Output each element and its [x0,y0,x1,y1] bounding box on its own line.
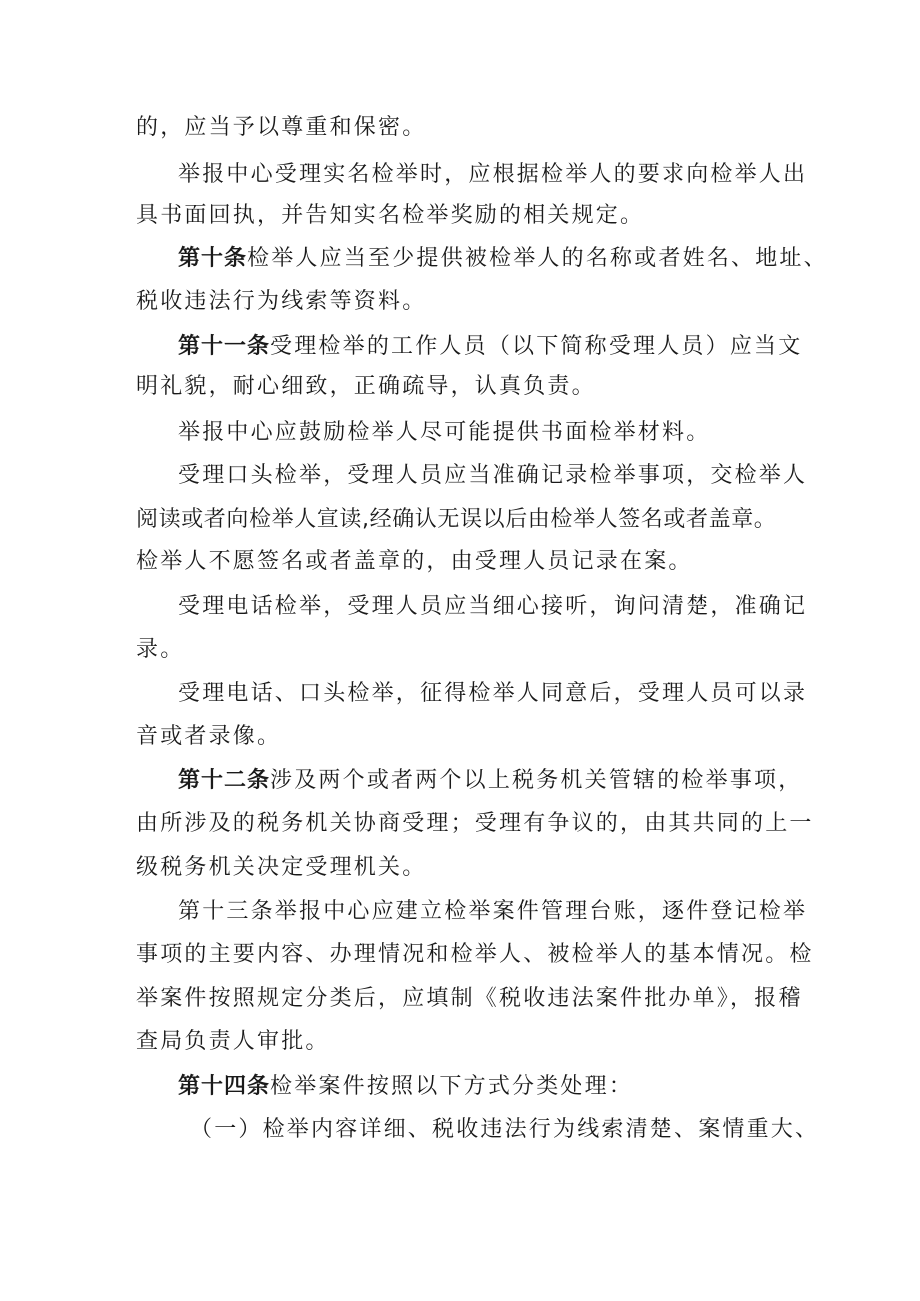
paragraph-text: 第十三条举报中心应建立检举案件管理台账，逐件登记检举 [178,899,808,924]
text-line [136,113,816,143]
paragraph-text: 检举人应当至少提供被检举人的名称或者姓名、地址、 [247,246,828,271]
text-line [178,332,858,362]
paragraph-text: 具书面回执，并告知实名检举奖励的相关规定。 [136,203,645,228]
text-line [136,372,816,402]
paragraph-text: 受理检举的工作人员（以下简称受理人员）应当文 [270,334,803,359]
text-line [178,1072,858,1102]
text-line [178,897,858,927]
text-line [178,244,858,274]
text-line [178,592,858,622]
paragraph-text: （一）检举内容详细、税收违法行为线索清楚、案情重大、 [190,1117,820,1142]
paragraph-text: 事项的主要内容、办理情况和检举人、被检举人的基本情况。检 [136,942,814,967]
paragraph-text: 涉及两个或者两个以上税务机关管辖的检举事项， [270,768,803,793]
paragraph-text: 检举案件按照以下方式分类处理： [270,1074,634,1099]
paragraph-text: 举报中心受理实名检举时，应根据检举人的要求向检举人出 [178,162,808,187]
paragraph-text: 查局负责人审批。 [136,1029,330,1054]
text-line [136,505,816,535]
paragraph-text: 由所涉及的税务机关协商受理；受理有争议的，由其共同的上一 [136,811,814,836]
article-heading: 第十一条 [178,334,271,359]
text-line [136,635,816,665]
paragraph-text: 受理口头检举，受理人员应当准确记录检举事项，交检举人 [178,463,808,488]
text-line [136,287,816,317]
text-line [136,984,816,1014]
text-line [136,201,816,231]
paragraph-text: 举案件按照规定分类后，应填制《税收违法案件批办单》，报稽 [136,986,803,1011]
paragraph-text: 明礼貌，耐心细致，正确疏导，认真负责。 [136,374,596,399]
text-line [136,1027,816,1057]
text-line [178,679,858,709]
text-line [136,853,816,883]
paragraph-text: 录。 [136,637,185,662]
text-line [190,1115,830,1145]
text-line [178,418,858,448]
text-line [178,766,858,796]
paragraph-text: 受理电话检举，受理人员应当细心接听，询问清楚，准确记 [178,594,808,619]
paragraph-text: 受理电话、口头检举，征得检举人同意后，受理人员可以录 [178,681,808,706]
paragraph-text: 的，应当予以尊重和保密。 [136,115,427,140]
text-line [178,461,858,491]
paragraph-text: 级税务机关决定受理机关。 [136,855,427,880]
article-heading: 第十二条 [178,768,271,793]
paragraph-text: 阅读或者向检举人宣读,经确认无误以后由检举人签名或者盖章。 [136,507,777,532]
text-line [136,940,816,970]
text-line [136,547,816,577]
paragraph-text: 举报中心应鼓励检举人尽可能提供书面检举材料。 [178,420,711,445]
article-heading: 第十条 [178,246,248,271]
text-line [136,722,816,752]
article-heading: 第十四条 [178,1074,271,1099]
text-line [136,809,816,839]
text-line [178,160,858,190]
paragraph-text: 税收违法行为线索等资料。 [136,289,427,314]
paragraph-text: 检举人不愿签名或者盖章的，由受理人员记录在案。 [136,549,693,574]
paragraph-text: 音或者录像。 [136,724,282,749]
